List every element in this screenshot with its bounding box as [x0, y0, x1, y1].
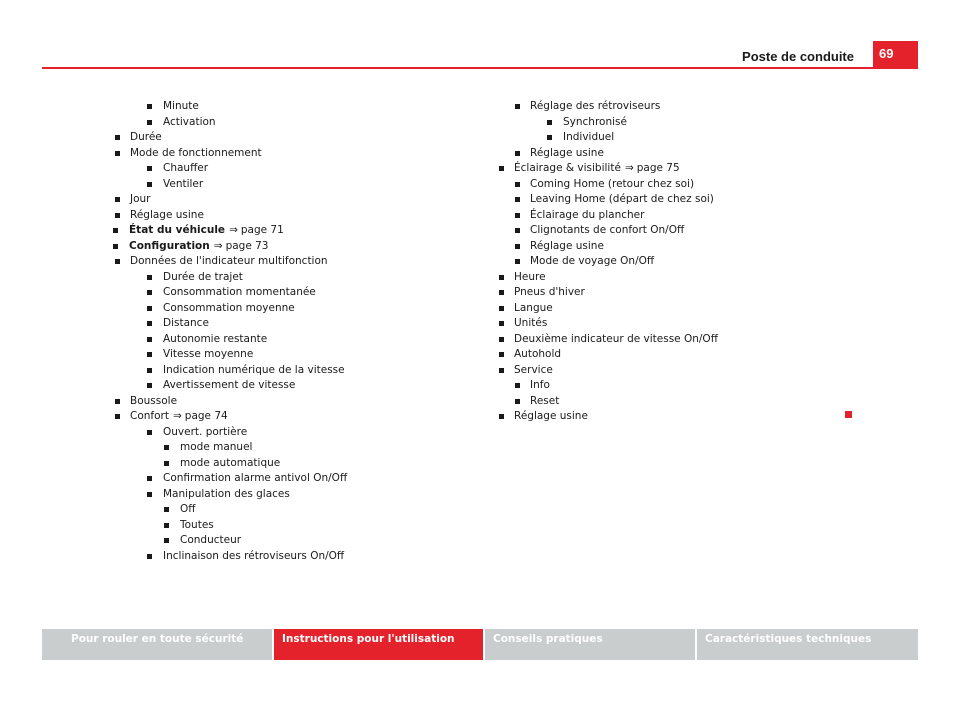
bullet-icon [147, 166, 152, 171]
list-item: Réglage des rétroviseurs [514, 99, 854, 115]
list-item: Toutes [114, 518, 434, 534]
list-item: Manipulation des glaces [114, 487, 434, 503]
bullet-icon [147, 368, 152, 373]
list-item: Jour [114, 192, 434, 208]
bullet-icon [515, 259, 520, 264]
list-item: Mode de voyage On/Off [514, 254, 854, 270]
bullet-icon [499, 321, 504, 326]
bullet-icon [164, 523, 169, 528]
list-item: Pneus d'hiver [514, 285, 854, 301]
list-item: Éclairage du plancher [514, 208, 854, 224]
list-item: Consommation moyenne [114, 301, 434, 317]
list-item: Chauffer [114, 161, 434, 177]
list-item: Mode de fonctionnement [114, 146, 434, 162]
page-reference-link[interactable]: page 73 [225, 239, 269, 252]
cross-reference-arrow: ⇒ [229, 224, 238, 236]
bullet-icon [515, 197, 520, 202]
list-item: Vitesse moyenne [114, 347, 434, 363]
bullet-icon [147, 337, 152, 342]
list-item: Éclairage & visibilité ⇒ page 75 [514, 161, 854, 177]
bullet-icon [115, 197, 120, 202]
list-item: Boussole [114, 394, 434, 410]
bullet-icon [147, 290, 152, 295]
list-item: Indication numérique de la vitesse [114, 363, 434, 379]
bullet-icon [113, 244, 118, 249]
header-rule [42, 67, 918, 69]
bullet-icon [115, 399, 120, 404]
bullet-icon [499, 414, 504, 419]
bullet-icon [499, 368, 504, 373]
list-item: Réglage usine [514, 146, 854, 162]
bullet-icon [147, 492, 152, 497]
footer-tab-caracteristiques[interactable]: Caractéristiques techniques [695, 629, 918, 660]
list-item: Inclinaison des rétroviseurs On/Off [114, 549, 434, 565]
footer-tab-conseils[interactable]: Conseils pratiques [483, 629, 695, 660]
bullet-icon [547, 120, 552, 125]
cross-reference-arrow: ⇒ [213, 239, 223, 252]
list-item: Durée de trajet [114, 270, 434, 286]
list-item: Distance [114, 316, 434, 332]
bullet-icon [499, 166, 504, 171]
list-item: Autonomie restante [114, 332, 434, 348]
bullet-icon [515, 104, 520, 109]
list-item: Synchronisé [514, 115, 854, 131]
list-item: Info [514, 378, 854, 394]
list-item: Heure [514, 270, 854, 286]
bullet-icon [164, 538, 169, 543]
bullet-icon [115, 135, 120, 140]
list-item: Activation [114, 115, 434, 131]
page-reference-link[interactable]: page 75 [636, 162, 680, 174]
page-number-badge: 69 [873, 41, 918, 67]
list-item: Réglage usine [114, 208, 434, 224]
list-item: Langue [514, 301, 854, 317]
footer-section-nav [42, 629, 918, 660]
bullet-icon [164, 445, 169, 450]
bullet-icon [115, 414, 120, 419]
bullet-icon [515, 244, 520, 249]
list-item: Consommation momentanée [114, 285, 434, 301]
page-reference-link[interactable]: page 74 [184, 410, 228, 422]
list-item: Clignotants de confort On/Off [514, 223, 854, 239]
footer-tab-instructions[interactable]: Instructions pour l'utilisation [272, 629, 483, 660]
bullet-icon [113, 228, 118, 233]
bullet-icon [147, 383, 152, 388]
list-item: Service [514, 363, 854, 379]
bullet-icon [115, 259, 120, 264]
list-item: Individuel [514, 130, 854, 146]
list-item: État du véhicule ⇒ page 71 [114, 223, 434, 239]
cross-reference-arrow: ⇒ [172, 410, 182, 422]
list-item: Réglage usine [514, 409, 854, 425]
bullet-icon [147, 476, 152, 481]
list-item: Confirmation alarme antivol On/Off [114, 471, 434, 487]
list-item: Deuxième indicateur de vitesse On/Off [514, 332, 854, 348]
bullet-icon [164, 461, 169, 466]
page-title: Poste de conduite [742, 49, 854, 64]
bullet-icon [147, 182, 152, 187]
list-item: Ouvert. portière [114, 425, 434, 441]
list-item: mode manuel [114, 440, 434, 456]
bullet-icon [515, 182, 520, 187]
bullet-icon [515, 383, 520, 388]
right-column-list [514, 99, 854, 425]
bullet-icon [115, 151, 120, 156]
list-item: Avertissement de vitesse [114, 378, 434, 394]
list-item: Données de l'indicateur multifonction [114, 254, 434, 270]
list-item: Durée [114, 130, 434, 146]
footer-tab-securite[interactable]: Pour rouler en toute sécurité [42, 629, 272, 660]
list-item: Reset [514, 394, 854, 410]
bullet-icon [147, 104, 152, 109]
bullet-icon [499, 352, 504, 357]
bullet-icon [515, 151, 520, 156]
list-item: Autohold [514, 347, 854, 363]
list-item: Réglage usine [514, 239, 854, 255]
bullet-icon [499, 290, 504, 295]
list-item: Off [114, 502, 434, 518]
section-end-mark [845, 411, 852, 418]
bullet-icon [499, 306, 504, 311]
list-item: Ventiler [114, 177, 434, 193]
bullet-icon [547, 135, 552, 140]
bullet-icon [147, 120, 152, 125]
list-item: Minute [114, 99, 434, 115]
bullet-icon [147, 275, 152, 280]
bullet-icon [147, 352, 152, 357]
list-item: Unités [514, 316, 854, 332]
bullet-icon [499, 275, 504, 280]
list-item: Conducteur [114, 533, 434, 549]
bullet-icon [515, 399, 520, 404]
list-item: Leaving Home (départ de chez soi) [514, 192, 854, 208]
bullet-icon [515, 213, 520, 218]
bullet-icon [115, 213, 120, 218]
list-item: Configuration ⇒ page 73 [114, 239, 434, 255]
bullet-icon [147, 321, 152, 326]
bullet-icon [147, 554, 152, 559]
bullet-icon [147, 430, 152, 435]
bullet-icon [515, 228, 520, 233]
cross-reference-arrow: ⇒ [624, 162, 634, 174]
left-column-list [114, 99, 434, 564]
bullet-icon [164, 507, 169, 512]
list-item: Confort ⇒ page 74 [114, 409, 434, 425]
list-item: mode automatique [114, 456, 434, 472]
list-item: Coming Home (retour chez soi) [514, 177, 854, 193]
bullet-icon [147, 306, 152, 311]
bullet-icon [499, 337, 504, 342]
page-reference-link[interactable]: page 71 [240, 224, 284, 236]
